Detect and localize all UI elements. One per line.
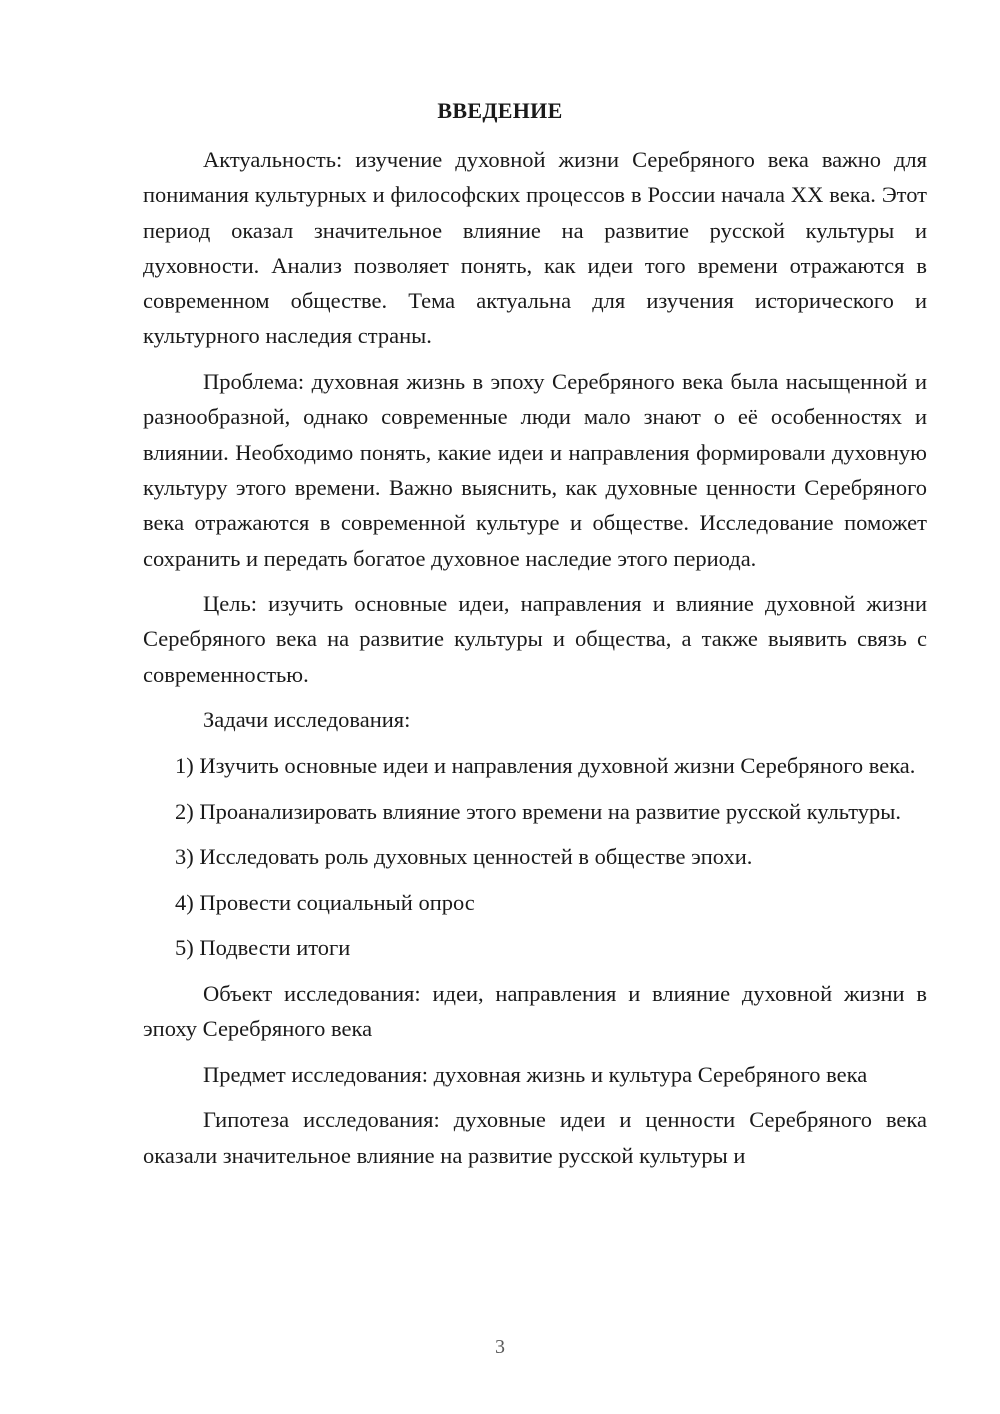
document-body bbox=[143, 142, 927, 1173]
paragraph-hypothesis: Гипотеза исследования: духовные идеи и ценности Серебряного века оказали значительное влияние на развитие русской культуры и bbox=[143, 1107, 927, 1168]
task-item-2: 2) Проанализировать влияние этого времени на развитие русской культуры. bbox=[175, 798, 901, 824]
page-number: 3 bbox=[495, 1336, 505, 1358]
paragraph-problem: Проблема: духовная жизнь в эпоху Серебряного века была насыщенной и разнообразной, однако современные люди мало знают о её особенностях и влиянии. Необходимо понять, какие идеи и направления формировали духовную культуру этого времени. Важно выяснить, как духовные ценности Серебряного века отражаются в современной культуре и обществе. Исследование поможет сохранить и передать богатое духовное наследие этого периода. bbox=[143, 369, 927, 571]
paragraph-object: Объект исследования: идеи, направления и влияние духовной жизни в эпоху Серебряного века bbox=[143, 980, 927, 1042]
task-item-5: 5) Подвести итоги bbox=[175, 935, 351, 961]
page-title: ВВЕДЕНИЕ bbox=[437, 98, 563, 123]
paragraph-relevance: Актуальность: изучение духовной жизни Серебряного века важно для понимания культурных и философских процессов в России начала XX века. Этот период оказал значительное влияние на развитие русской культуры и духовности. Анализ позволяет понять, как идеи того времени отражаются в современном обществе. Тема актуальна для изучения исторического и культурного наследия страны. bbox=[143, 147, 927, 349]
task-item-4: 4) Провести социальный опрос bbox=[175, 889, 475, 915]
paragraph-subject: Предмет исследования: духовная жизнь и культура Серебряного века bbox=[203, 1061, 868, 1087]
task-item-1: 1) Изучить основные идеи и направления духовной жизни Серебряного века. bbox=[175, 752, 916, 778]
task-item-3: 3) Исследовать роль духовных ценностей в обществе эпохи. bbox=[175, 844, 753, 870]
paragraph-tasks-heading: Задачи исследования: bbox=[203, 707, 411, 733]
paragraph-goal: Цель: изучить основные идеи, направления и влияние духовной жизни Серебряного века на развитие культуры и общества, а также выявить связь с современностью. bbox=[143, 591, 927, 687]
